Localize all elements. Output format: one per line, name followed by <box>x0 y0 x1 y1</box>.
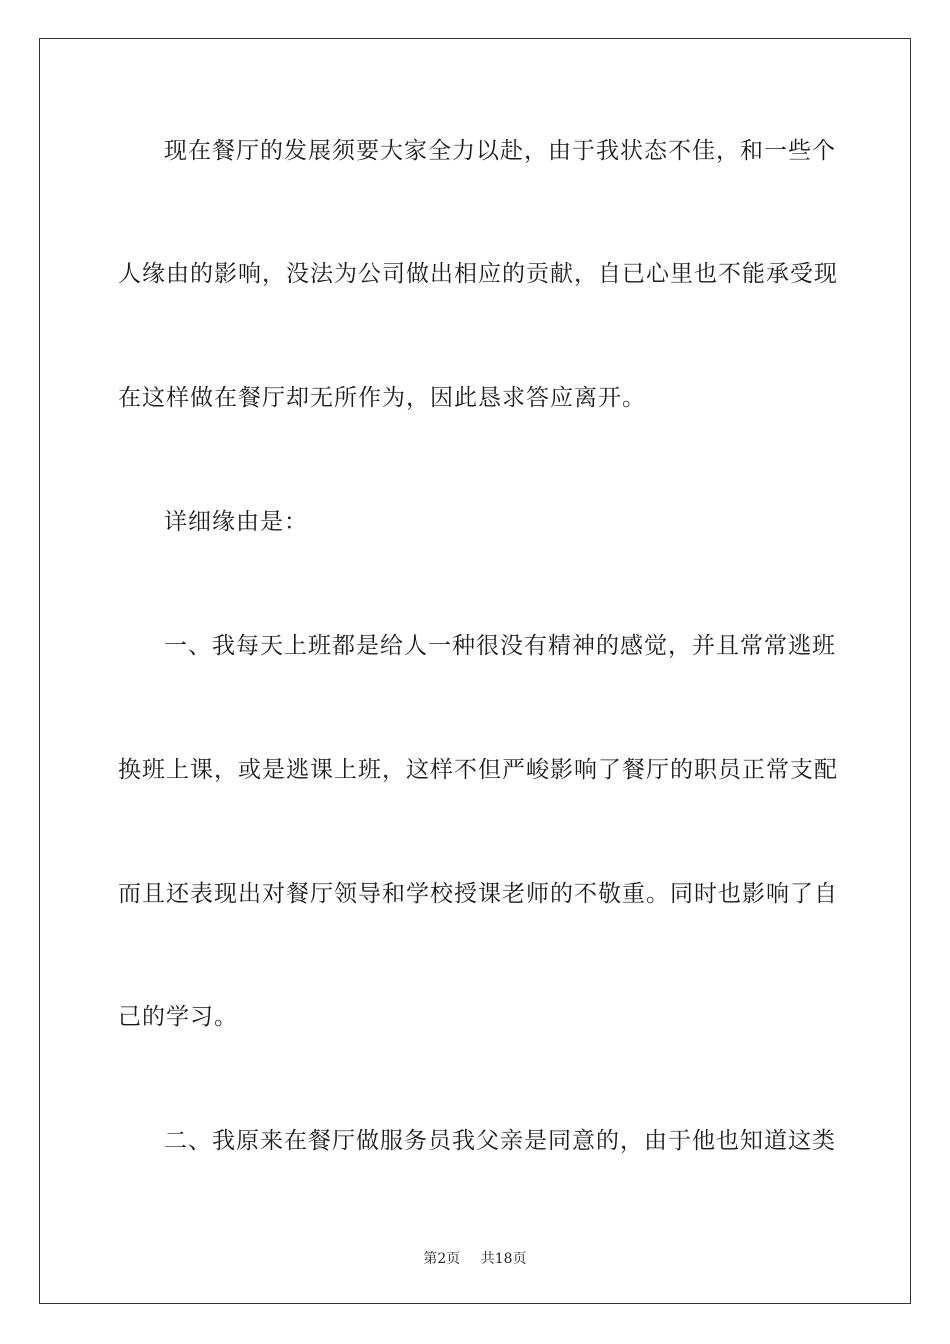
text-line: 在这样做在餐厅却无所作为，因此恳求答应离开。 <box>118 385 646 411</box>
text-line: 二、我原来在餐厅做服务员我父亲是同意的，由于他也知道这类 <box>164 1128 836 1154</box>
text-line: 人缘由的影响，没法为公司做出相应的贡献，自已心里也不能承受现 <box>118 261 838 287</box>
page-border <box>39 38 911 1304</box>
text-line: 现在餐厅的发展须要大家全力以赴，由于我状态不佳，和一些个 <box>164 138 836 164</box>
text-line: 己的学习。 <box>118 1004 238 1030</box>
page-number: 第2页 <box>423 1251 461 1267</box>
text-line: 详细缘由是： <box>164 509 308 535</box>
text-line: 换班上课，或是逃课上班，这样不但严峻影响了餐厅的职员正常支配 <box>118 757 838 783</box>
text-line: 而且还表现出对餐厅领导和学校授课老师的不敬重。同时也影响了自 <box>118 881 838 907</box>
page-total: 共18页 <box>480 1251 527 1267</box>
page-footer <box>0 1248 950 1268</box>
text-line: 一、我每天上班都是给人一种很没有精神的感觉，并且常常逃班 <box>164 633 836 659</box>
